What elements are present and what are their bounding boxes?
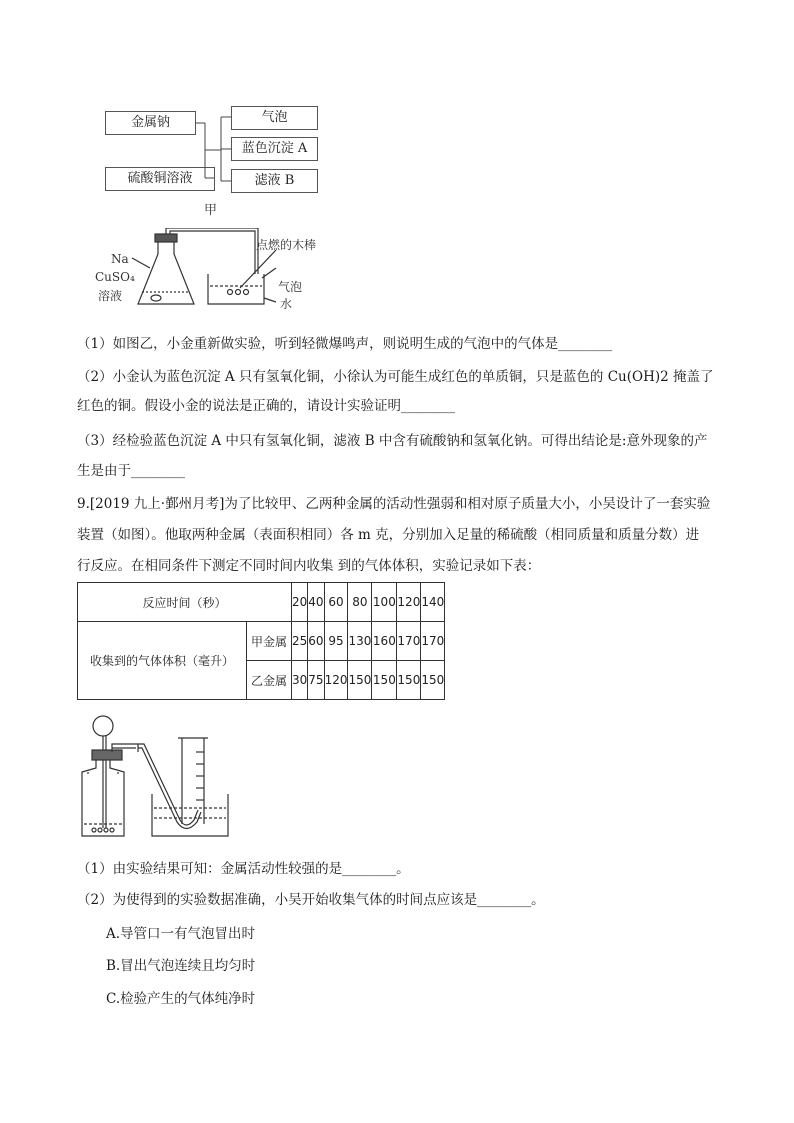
table-value-cell: 150 <box>372 661 397 700</box>
label-cuso4: CuSO₄ <box>95 270 135 284</box>
table-time-cell: 60 <box>324 583 348 622</box>
label-solution: 溶液 <box>98 289 123 303</box>
q9-option-a: A.导管口一有气泡冒出时 <box>106 926 256 942</box>
table-metal-label: 乙金属 <box>247 661 292 700</box>
label-water: 水 <box>280 297 293 311</box>
table-value-cell: 150 <box>348 661 372 700</box>
table-value-cell: 160 <box>372 622 397 661</box>
label-bubble: 气泡 <box>278 280 303 294</box>
table-time-cell: 40 <box>308 583 324 622</box>
table-metal-label: 甲金属 <box>247 622 292 661</box>
gas-volume-table <box>77 582 445 700</box>
table-time-cell: 80 <box>348 583 372 622</box>
table-time-cell: 140 <box>421 583 445 622</box>
label-burning-stick: 点燃的木棒 <box>256 238 317 252</box>
table-value-cell: 170 <box>397 622 421 661</box>
table-time-cell: 100 <box>372 583 397 622</box>
q9-intro-line1: 9.[2019 九上·鄞州月考]为了比较甲、乙两种金属的活动性强弱和相对原子质量大小，小吴设计了一套实验 <box>77 496 711 512</box>
table-row <box>78 622 445 661</box>
q8-part3-line1: （3）经检验蓝色沉淀 A 中只有氢氧化铜，滤液 B 中含有硫酸钠和氢氧化钠。可得出结论是:意外现象的产 <box>77 433 708 449</box>
q8-part2-line2: 红色的铜。假设小金的说法是正确的，请设计实验证明________ <box>77 398 455 414</box>
figure-jia-caption: 甲 <box>204 203 218 218</box>
table-value-cell: 120 <box>324 661 348 700</box>
gas-collection-apparatus-drawing <box>78 712 238 842</box>
flow-box-filtrate: 滤液 B <box>231 169 318 193</box>
flow-box-cuso4: 硫酸铜溶液 <box>105 167 215 191</box>
table-value-cell: 25 <box>292 622 308 661</box>
table-value-cell: 150 <box>421 661 445 700</box>
table-header-label: 反应时间（秒） <box>78 583 292 622</box>
table-value-cell: 130 <box>348 622 372 661</box>
table-value-cell: 75 <box>308 661 324 700</box>
flow-box-bubbles: 气泡 <box>231 106 318 130</box>
q9-intro-line3: 行反应。在相同条件下测定不同时间内收集 到的气体体积，实验记录如下表： <box>77 558 541 574</box>
q9-intro-line2: 装置（如图）。他取两种金属（表面积相同）各 m 克，分别加入足量的稀硫酸（相同质量和质量分数）进 <box>77 527 700 543</box>
q9-option-c: C.检验产生的气体纯净时 <box>106 991 256 1007</box>
table-header-row <box>78 583 445 622</box>
q8-part2-line1: （2）小金认为蓝色沉淀 A 只有氢氧化铜，小徐认为可能生成红色的单质铜，只是蓝色的 Cu(OH)2 掩盖了 <box>77 369 714 385</box>
q9-option-b: B.冒出气泡连续且均匀时 <box>106 958 256 974</box>
q8-part1: （1）如图乙，小金重新做实验，听到轻微爆鸣声，则说明生成的气泡中的气体是________ <box>77 336 613 352</box>
label-na: Na <box>111 252 129 266</box>
table-value-cell: 95 <box>324 622 348 661</box>
table-time-cell: 20 <box>292 583 308 622</box>
table-value-cell: 30 <box>292 661 308 700</box>
q9-sub1: （1）由实验结果可知：金属活动性较强的是________。 <box>77 861 410 877</box>
table-value-cell: 170 <box>421 622 445 661</box>
flow-connector-lines <box>0 0 794 230</box>
flow-box-precipitate: 蓝色沉淀 A <box>231 137 318 161</box>
q9-sub2: （2）为使得到的实验数据准确，小吴开始收集气体的时间点应该是________。 <box>77 892 545 908</box>
table-value-cell: 150 <box>397 661 421 700</box>
table-value-cell: 60 <box>308 622 324 661</box>
table-row-group-label: 收集到的气体体积（毫升） <box>78 622 247 700</box>
table-time-cell: 120 <box>397 583 421 622</box>
flow-box-sodium: 金属钠 <box>105 111 196 135</box>
q8-part3-line2: 生是由于________ <box>77 463 185 479</box>
